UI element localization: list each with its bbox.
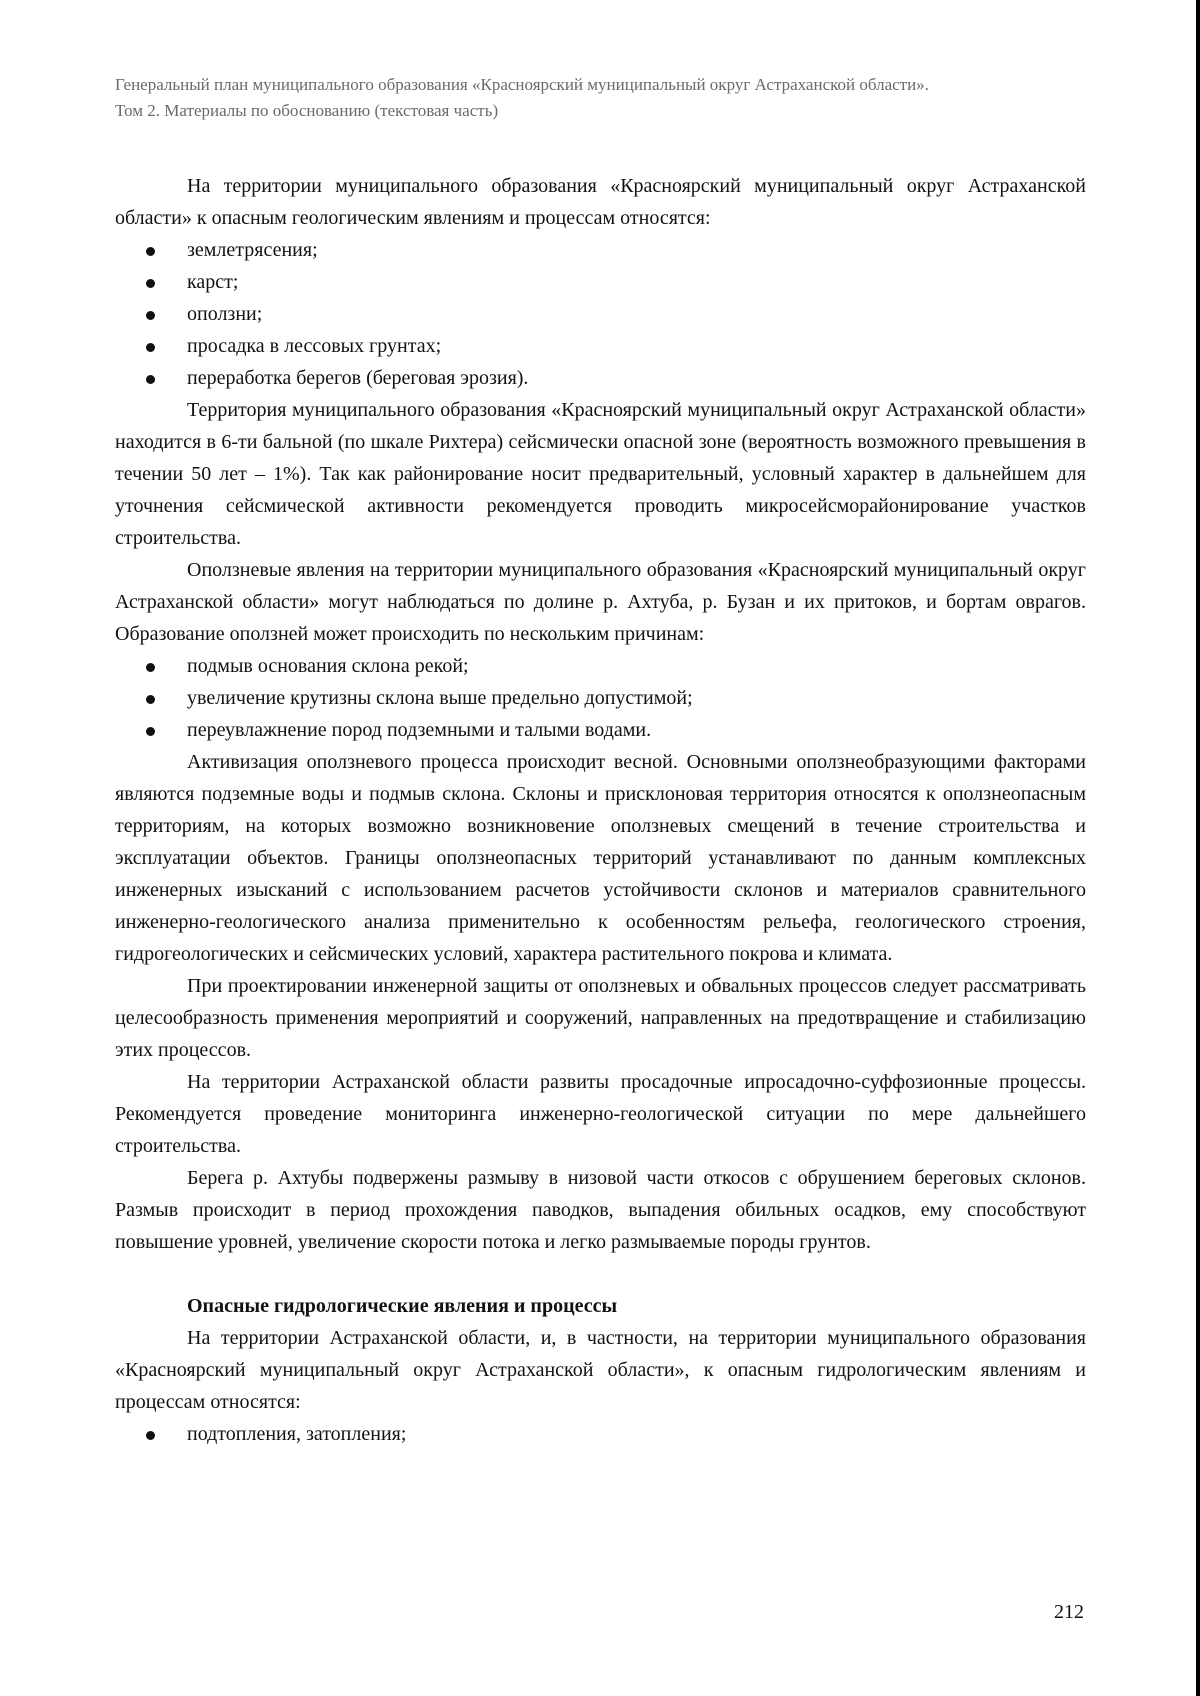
paragraph-engineering-protection: При проектировании инженерной защиты от оползневых и обвальных процессов следует рассматривать целесообразность применения мероприятий и сооружений, направленных на предотвращение и стабилизацию этих процессов. xyxy=(115,975,1086,1061)
list-geological-hazards xyxy=(115,234,1086,394)
list-item xyxy=(115,362,1086,394)
bullet-icon xyxy=(146,343,155,352)
list-item xyxy=(115,650,1086,682)
list-item-text: оползни; xyxy=(187,303,263,325)
bullet-icon xyxy=(146,695,155,704)
header-title: Генеральный план муниципального образования «Красноярский муниципальный округ Астраханской области». xyxy=(115,75,929,94)
list-item xyxy=(115,1418,1086,1450)
header-subtitle: Том 2. Материалы по обоснованию (текстовая часть) xyxy=(115,101,499,120)
list-item-text: переувлажнение пород подземными и талыми водами. xyxy=(187,719,652,741)
paragraph-seismic: Территория муниципального образования «Красноярский муниципальный округ Астраханской области» находится в 6-ти бальной (по шкале Рихтера) сейсмически опасной зоне (вероятность возможного превышения в течении 50 лет – 1%). Так как районирование носит предварительный, условный характер в дальнейшем для уточнения сейсмической активности рекомендуется проводить микросейсморайонирование участков строительства. xyxy=(115,399,1086,549)
paragraph-hydrological-intro: На территории Астраханской области, и, в частности, на территории муниципального образования «Красноярский муниципальный округ Астраханской области», к опасным гидрологическим явлениям и процессам относятся: xyxy=(115,1327,1086,1413)
list-hydrological-hazards xyxy=(115,1418,1086,1450)
list-item xyxy=(115,330,1086,362)
paragraph-landslide-activation: Активизация оползневого процесса происходит весной. Основными оползнеобразующими факторами являются подземные воды и подмыв склона. Склоны и присклоновая территория относятся к оползнеопасным территориям, на которых возможно возникновение оползневых смещений в течение строительства и эксплуатации объектов. Границы оползнеопасных территорий устанавливают по данным комплексных инженерных изысканий с использованием расчетов устойчивости склонов и материалов сравнительного инженерно-геологического анализа применительно к особенностям рельефа, геологического строения, гидрогеологических и сейсмических условий, характера растительного покрова и климата. xyxy=(115,751,1086,965)
list-landslide-causes xyxy=(115,650,1086,746)
list-item xyxy=(115,714,1086,746)
list-item xyxy=(115,298,1086,330)
bullet-icon xyxy=(146,1431,155,1440)
document-header xyxy=(115,72,1087,124)
list-item-text: подмыв основания склона рекой; xyxy=(187,655,469,677)
list-item xyxy=(115,266,1086,298)
list-item xyxy=(115,682,1086,714)
bullet-icon xyxy=(146,247,155,256)
paragraph-subsidence: На территории Астраханской области развиты просадочные ипросадочно-суффозионные процессы. Рекомендуется проведение мониторинга инженерно-геологической ситуации по мере дальнейшего строительства. xyxy=(115,1071,1086,1157)
list-item-text: просадка в лессовых грунтах; xyxy=(187,335,442,357)
list-item-text: переработка берегов (береговая эрозия). xyxy=(187,367,529,389)
bullet-icon xyxy=(146,311,155,320)
bullet-icon xyxy=(146,727,155,736)
bullet-icon xyxy=(146,663,155,672)
bullet-icon xyxy=(146,279,155,288)
paragraph-geological-intro: На территории муниципального образования «Красноярский муниципальный округ Астраханской области» к опасным геологическим явлениям и процессам относятся: xyxy=(115,175,1086,229)
list-item xyxy=(115,234,1086,266)
list-item-text: подтопления, затопления; xyxy=(187,1423,407,1445)
paragraph-landslides: Оползневые явления на территории муниципального образования «Красноярский муниципальный округ Астраханской области» могут наблюдаться по долине р. Ахтуба, р. Бузан и их притоков, и бортам оврагов. Образование оползней может происходить по нескольким причинам: xyxy=(115,559,1086,645)
document-body xyxy=(115,170,1086,1450)
list-item-text: землетрясения; xyxy=(187,239,318,261)
list-item-text: увеличение крутизны склона выше предельно допустимой; xyxy=(187,687,693,709)
page-edge xyxy=(1196,0,1200,1696)
page-number: 212 xyxy=(1054,1601,1084,1623)
list-item-text: карст; xyxy=(187,271,239,293)
paragraph-bank-erosion: Берега р. Ахтубы подвержены размыву в низовой части откосов с обрушением береговых склонов. Размыв происходит в период прохождения паводков, выпадения обильных осадков, ему способствуют повышение уровней, увеличение скорости потока и легко размываемые породы грунтов. xyxy=(115,1167,1086,1253)
bullet-icon xyxy=(146,375,155,384)
section-heading-hydrological: Опасные гидрологические явления и процессы xyxy=(187,1295,618,1317)
